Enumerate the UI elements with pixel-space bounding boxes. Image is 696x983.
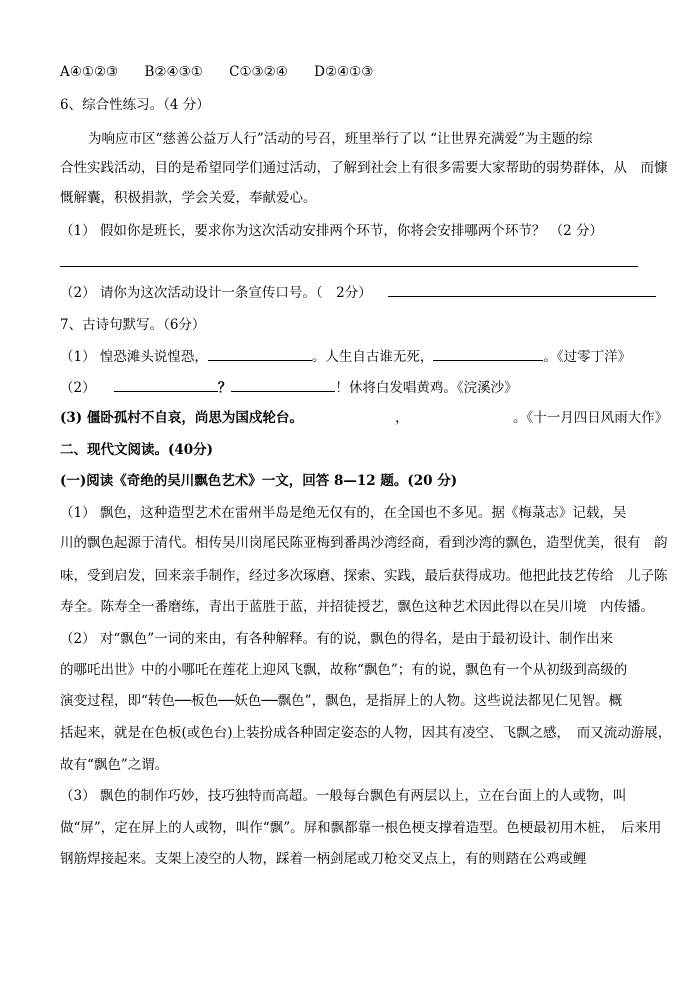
q6-sub2 bbox=[60, 282, 656, 303]
q6-heading: 6、综合性练习。（4 分） bbox=[60, 97, 210, 113]
q7-l2-a: （2） bbox=[60, 380, 96, 396]
p3-line: 做“屏”，定在屏上的人或物，叫作“飘”。屏和飘都靠一根色梗支撑着造型。色梗最初用木桩， 后来用 bbox=[60, 820, 662, 836]
poem-blank[interactable] bbox=[114, 377, 218, 392]
p2-line: （2） 对“飘色”一词的来由，有各种解释。有的说，飘色的得名，是由于最初设计、制作出来 bbox=[60, 631, 614, 647]
q6-para-line: 慨解囊，积极捐款，学会关爱，奉献爱心。 bbox=[60, 190, 317, 206]
option-c: C①③②④ bbox=[229, 64, 288, 80]
q7-l1-c: 。《过零丁洋》 bbox=[543, 349, 632, 365]
option-d: D②④①③ bbox=[314, 64, 374, 80]
p2-line: 故有“飘色”之谓。 bbox=[60, 757, 169, 773]
q7-l2-c: ！休将白发唱黄鸡。《浣溪沙》 bbox=[335, 380, 518, 396]
p2-line: 演变过程，即“转色──板色──妖色──飘色”，飘色，是指屏上的人物。这些说法都见仁见智。概 bbox=[60, 693, 623, 709]
poem-blank[interactable] bbox=[433, 346, 543, 361]
q7-l3-c: 。《十一月四日风雨大作》 bbox=[512, 410, 669, 426]
q7-l3-b: ， bbox=[395, 410, 409, 426]
q6-para-line: 为响应市区“慈善公益万人行”活动的号召，班里举行了以 “让世界充满爱”为主题的综 bbox=[88, 131, 593, 147]
slogan-blank[interactable] bbox=[388, 282, 656, 297]
q7-l2-b: ？ bbox=[217, 380, 232, 396]
section-heading: 二、现代文阅读。(40分) bbox=[60, 442, 214, 458]
option-a: A④①②③ bbox=[60, 64, 119, 80]
q7-l3-a: (3) 僵卧孤村不自哀，尚思为国戍轮台。 bbox=[60, 410, 303, 426]
q7-l1-a: （1） 惶恐滩头说惶恐， bbox=[60, 349, 208, 365]
reading-heading: (一)阅读《奇绝的吴川飘色艺术》一文，回答 8—12 题。(20 分) bbox=[60, 473, 458, 489]
q7-heading: 7、古诗句默写。（6分） bbox=[60, 317, 206, 333]
poem-blank[interactable] bbox=[231, 377, 335, 392]
p1-line: 寿全。陈寿全一番磨练，青出于蓝胜于蓝，并招徒授艺，飘色这种艺术因此得以在吴川境 内传播。 bbox=[60, 599, 654, 615]
p1-line: 川的飘色起源于清代。相传吴川岗尾民陈亚梅到番禺沙湾经商，看到沙湾的飘色，造型优美，很有 韵 bbox=[60, 535, 668, 551]
answer-options bbox=[60, 62, 395, 82]
q6-sub1: （1） 假如你是班长，要求你为这次活动安排两个环节，你将会安排哪两个环节？ （2 分） bbox=[60, 223, 604, 239]
p3-line: 钢筋焊接起来。支架上凌空的人物，踩着一柄剑尾或刀枪交叉点上，有的则踏在公鸡或鲤 bbox=[60, 851, 587, 867]
answer-line bbox=[60, 266, 638, 267]
poem-blank[interactable] bbox=[208, 346, 312, 361]
option-b: B②④③① bbox=[144, 64, 203, 80]
q6-para-line: 合性实践活动，目的是希望同学们通过活动，了解到社会上有很多需要大家帮助的弱势群体，从 而慷 bbox=[60, 160, 668, 176]
p1-line: 味，受到启发，回来亲手制作，经过多次琢磨、探索、实践，最后获得成功。他把此技艺传给 儿子陈 bbox=[60, 568, 668, 584]
q7-line-1 bbox=[60, 346, 631, 367]
p2-line: 的哪吒出世》中的小哪吒在莲花上迎风飞飘，故称“飘色”；有的说，飘色有一个从初级到高级的 bbox=[60, 662, 628, 678]
p1-line: （1） 飘色，这种造型艺术在雷州半岛是绝无仅有的，在全国也不多见。据《梅菉志》记载，吴 bbox=[60, 505, 627, 521]
q6-sub2-text: （2） 请你为这次活动设计一条宣传口号。（ 2分） bbox=[60, 285, 372, 301]
q7-line-3 bbox=[60, 408, 668, 428]
q7-line-2 bbox=[60, 377, 518, 398]
p2-line: 括起来，就是在色板(或色台)上装扮成各种固定姿态的人物，因其有凌空、飞飘之感， 而又流动游展， bbox=[60, 725, 672, 741]
p3-line: （3） 飘色的制作巧妙，技巧独特而高超。一般每台飘色有两层以上，立在台面上的人或物，叫 bbox=[60, 788, 627, 804]
q7-l1-b: 。人生自古谁无死， bbox=[311, 349, 434, 365]
